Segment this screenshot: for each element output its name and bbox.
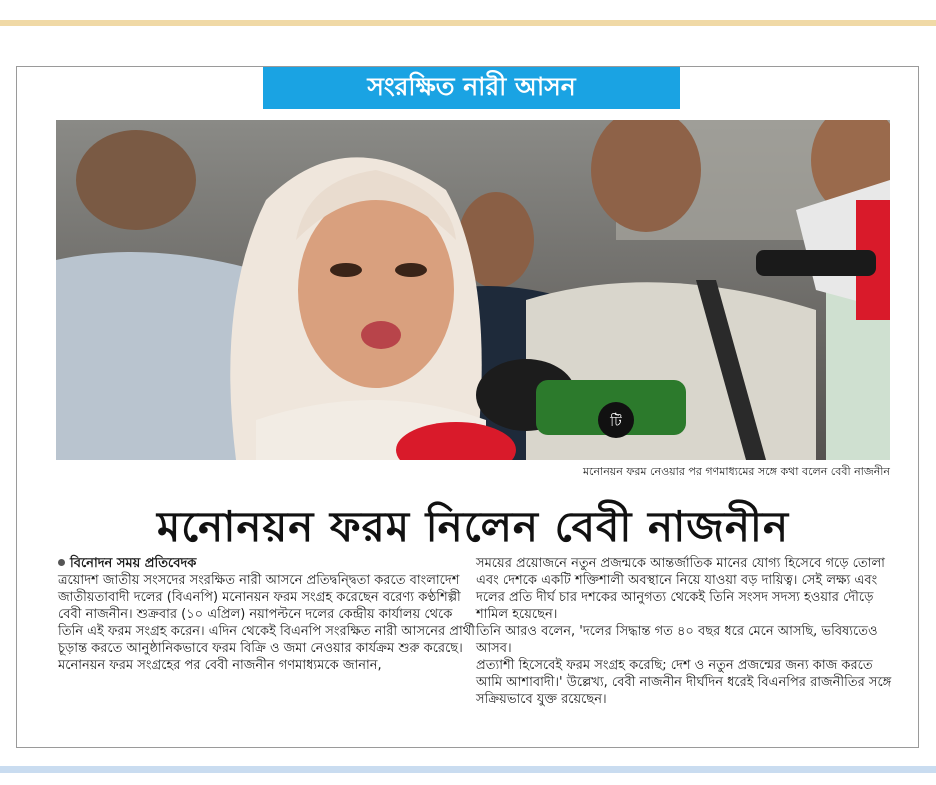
paragraph: তিনি আরও বলেন, 'দলের সিদ্ধান্ত গত ৪০ বছর ধরে মেনে আসছি, ভবিষ্যতেও আসব। [476, 624, 878, 656]
byline-text: বিনোদন সময় প্রতিবেদক [70, 556, 197, 571]
paragraph: সময়ের প্রয়োজনে নতুন প্রজন্মকে আন্তর্জাতিক মানের যোগ্য হিসেবে গড়ে তোলা এবং দেশকে একটি শক্তিশালী অবস্থানে নিয়ে যাওয়া বড় দায়িত্ব। সেই লক্ষ্য এবং দলের প্রতি দীর্ঘ চার দশকের আনুগত্য থেকেই তিনি সংসদ সদস্য হওয়ার দৌড়ে শামিল হয়েছেন। [476, 556, 885, 622]
photo-caption: মনোনয়ন ফরম নেওয়ার পর গণমাধ্যমের সঙ্গে কথা বলেন বেবী নাজনীন [582, 465, 890, 478]
section-banner [263, 67, 680, 109]
section-title: সংরক্ষিত নারী আসন [367, 71, 576, 101]
article-column-right [476, 555, 894, 708]
paragraph: ত্রয়োদশ জাতীয় সংসদের সংরক্ষিত নারী আসনে প্রতিদ্বন্দ্বিতা করতে বাংলাদেশ জাতীয়তাবাদী দলের (বিএনপি) মনোনয়ন ফরম সংগ্রহ করেছেন বরেণ্য কণ্ঠশিল্পী বেবী নাজনীন। শুক্রবার (১০ এপ্রিল) নয়াপল্টনে দলের কেন্দ্রীয় কার্যালয় থেকে তিনি এই ফরম সংগ্রহ করেন। এদিন থেকেই বিএনপি সংরক্ষিত নারী আসনের প্রার্থী চূড়ান্ত করতে আনুষ্ঠানিকভাবে ফরম বিক্রি ও জমা নেওয়ার কার্যক্রম শুরু করেছে। [58, 573, 475, 656]
mic-logo-text: টি [610, 414, 622, 430]
article-headline: মনোনয়ন ফরম নিলেন বেবী নাজনীন [156, 502, 790, 551]
paragraph: প্রত্যাশী হিসেবেই ফরম সংগ্রহ করেছি; দেশ ও নতুন প্রজন্মের জন্য কাজ করতে আমি আশাবাদী।' উল্লেখ্য, বেবী নাজনীন দীর্ঘদিন ধরেই বিএনপির রাজনীতির সঙ্গে সক্রিয়ভাবে যুক্ত রয়েছেন। [476, 658, 892, 707]
photo-illustration [56, 120, 890, 460]
top-decorative-stripe [0, 20, 936, 26]
byline [58, 555, 476, 572]
bullet-icon [58, 559, 65, 566]
paragraph: মনোনয়ন ফরম সংগ্রহের পর বেবী নাজনীন গণমাধ্যমকে জানান, [58, 658, 382, 673]
news-photo [56, 120, 890, 460]
article-column-left [58, 555, 476, 674]
bottom-decorative-stripe [0, 766, 936, 773]
